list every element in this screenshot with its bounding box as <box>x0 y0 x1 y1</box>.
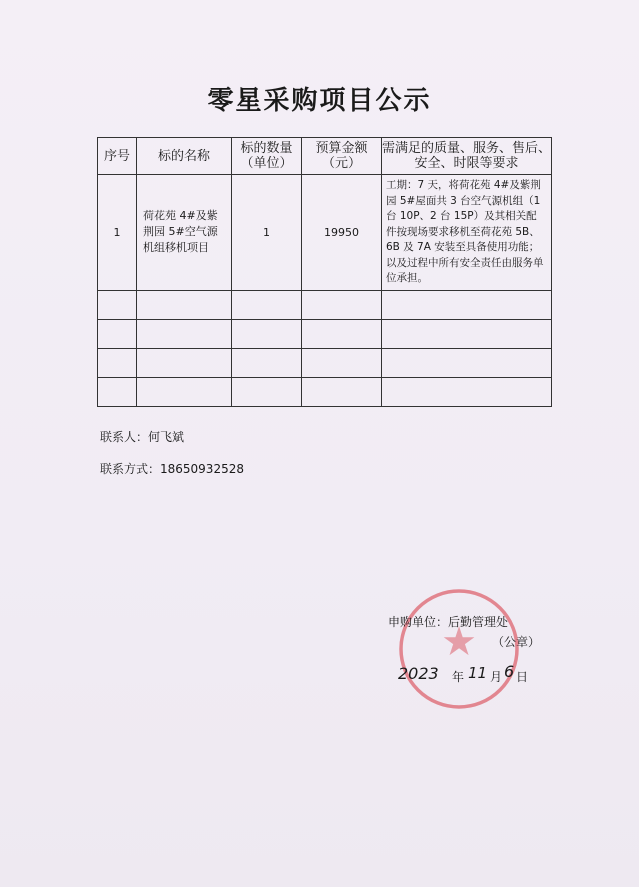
date-month: 11 <box>468 664 488 682</box>
row-quantity: 1 <box>232 175 302 291</box>
row-requirements: 工期：7 天，将荷花苑 4#及紫荆园 5#屋面共 3 台空气源机组（1 台 10P、2 台 15P）及其相关配件按现场要求移机至荷花苑 5B、6B 及 7A 安装至具备使用功能；以及过程中所有安全责任由服务单位承担。 <box>382 175 552 291</box>
table-row-empty <box>98 348 552 377</box>
table-row-empty <box>98 290 552 319</box>
date-month-label: 月 <box>490 670 503 684</box>
table-row-empty <box>98 319 552 348</box>
date-day: 6 <box>504 662 515 681</box>
header-budget: 预算金额（元） <box>302 138 382 175</box>
procurement-table <box>97 137 552 407</box>
header-quantity: 标的数量（单位） <box>232 138 302 175</box>
contact-phone: 联系方式：18650932528 <box>100 462 244 476</box>
header-name: 标的名称 <box>137 138 232 175</box>
purchaser-label: 申购单位：后勤管理处 <box>388 615 509 629</box>
page-title: 零星采购项目公示 <box>207 86 432 116</box>
header-index: 序号 <box>98 138 137 175</box>
table-row <box>98 175 552 291</box>
row-index: 1 <box>98 175 137 291</box>
seal-note: （公章） <box>492 635 541 649</box>
row-budget: 19950 <box>302 175 382 291</box>
table-row-empty <box>98 377 552 406</box>
row-name: 荷花苑 4#及紫荆园 5#空气源机组移机项目 <box>137 175 232 291</box>
header-requirements: 需满足的质量、服务、售后、安全、时限等要求 <box>382 138 552 175</box>
date-year: 2023 <box>398 664 439 683</box>
date-year-label: 年 <box>452 670 465 684</box>
contact-person: 联系人：何飞斌 <box>100 430 185 444</box>
date-day-label: 日 <box>516 670 529 684</box>
svg-text:★: ★ <box>441 619 477 665</box>
table-header-row <box>98 138 552 175</box>
